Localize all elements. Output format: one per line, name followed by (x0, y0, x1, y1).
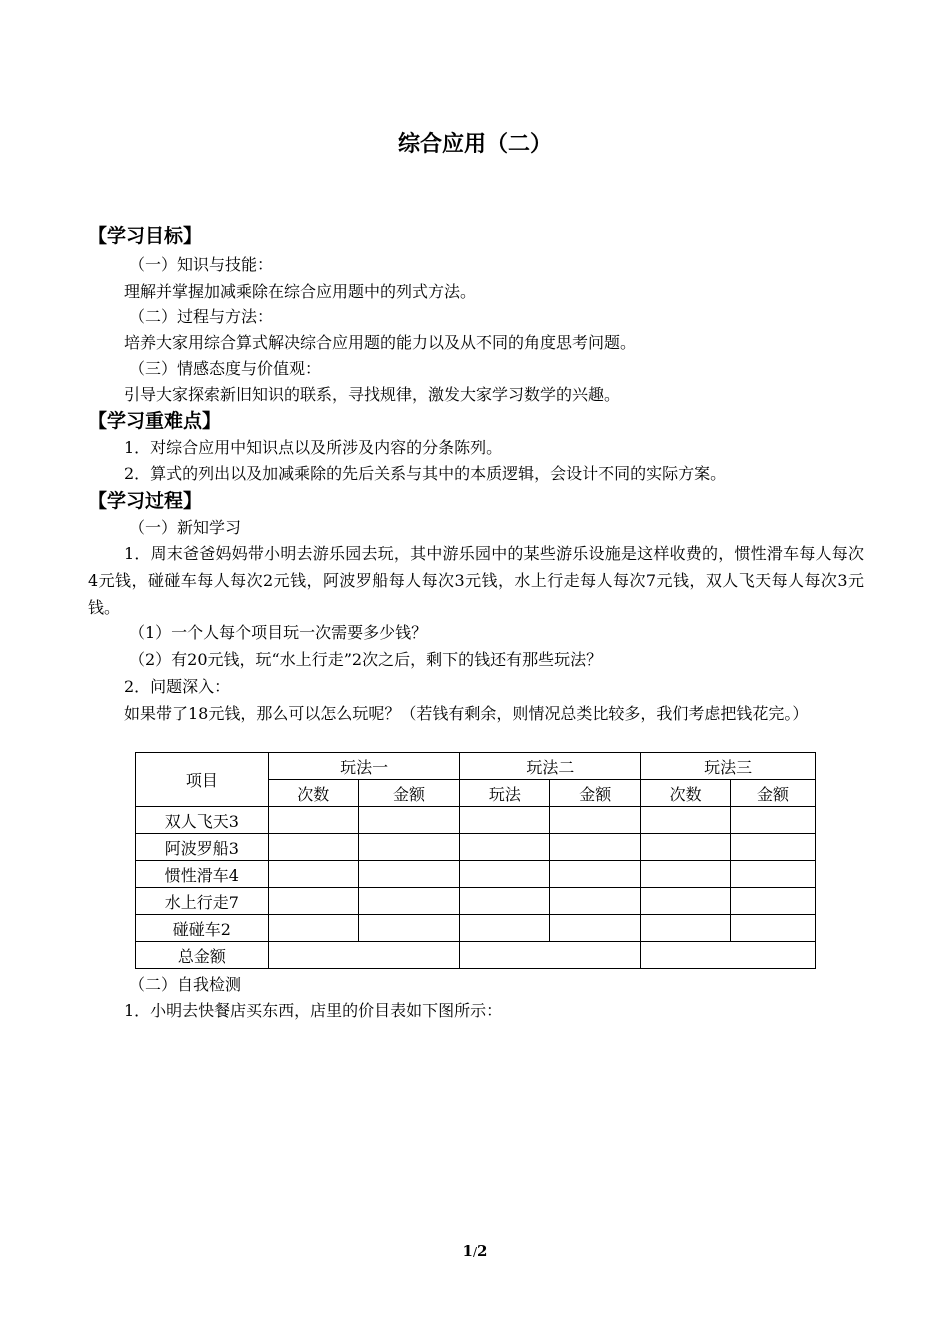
blank-cell[interactable] (358, 861, 460, 888)
row-label: 碰碰车2 (136, 915, 269, 942)
goal-process-text: 培养大家用综合算式解决综合应用题的能力以及从不同的角度思考问题。 (124, 333, 637, 352)
blank-cell[interactable] (460, 807, 550, 834)
blank-cell[interactable] (460, 915, 550, 942)
table-row (136, 888, 816, 915)
goal-knowledge-label: （一）知识与技能： (129, 255, 274, 274)
total-pages: 2 (477, 1242, 488, 1260)
blank-cell[interactable] (460, 888, 550, 915)
question-1: 1．周末爸爸妈妈带小明去游乐园去玩，其中游乐园中的某些游乐设施是这样收费的，惯性滑车每人每次4元钱，碰碰车每人每次2元钱，阿波罗船每人每次3元钱，水上行走每人每次7元钱，双人飞天每人每次3元钱。 (88, 544, 864, 617)
table-row (136, 834, 816, 861)
goal-emotion-text: 引导大家探索新旧知识的联系，寻找规律，激发大家学习数学的兴趣。 (124, 385, 621, 404)
blank-cell[interactable] (358, 807, 460, 834)
total-cell-plan-3[interactable] (641, 942, 816, 969)
question-2-label: 2．问题深入： (124, 677, 231, 696)
heading-process: 【学习过程】 (88, 490, 203, 512)
key-point-2: 2．算式的列出以及加减乘除的先后关系与其中的本质逻辑，会设计不同的实际方案。 (124, 464, 727, 483)
blank-cell[interactable] (641, 807, 731, 834)
heading-goals: 【学习目标】 (88, 225, 203, 247)
blank-cell[interactable] (641, 861, 731, 888)
question-2: 如果带了18元钱，那么可以怎么玩呢？（若钱有剩余，则情况总类比较多，我们考虑把钱花完。） (124, 704, 809, 723)
blank-cell[interactable] (460, 834, 550, 861)
blank-cell[interactable] (268, 915, 358, 942)
blank-cell[interactable] (731, 888, 816, 915)
table-row (136, 915, 816, 942)
blank-cell[interactable] (268, 861, 358, 888)
row-label-total: 总金额 (136, 942, 269, 969)
row-label: 双人飞天3 (136, 807, 269, 834)
heading-key-points: 【学习重难点】 (88, 410, 222, 432)
question-1b: （2）有20元钱，玩“水上行走”2次之后，剩下的钱还有那些玩法？ (129, 650, 603, 669)
blank-cell[interactable] (268, 888, 358, 915)
blank-cell[interactable] (550, 888, 641, 915)
table-subheader: 金额 (550, 780, 641, 807)
blank-cell[interactable] (268, 834, 358, 861)
blank-cell[interactable] (358, 888, 460, 915)
total-cell-plan-1[interactable] (268, 942, 460, 969)
new-learning-label: （一）新知学习 (129, 518, 242, 537)
blank-cell[interactable] (550, 915, 641, 942)
blank-cell[interactable] (731, 915, 816, 942)
table-row (136, 861, 816, 888)
self-test-question-1: 1．小明去快餐店买东西，店里的价目表如下图所示： (124, 1001, 503, 1020)
table-header-item: 项目 (136, 753, 269, 807)
total-cell-plan-2[interactable] (460, 942, 641, 969)
goal-emotion-label: （三）情感态度与价值观： (129, 359, 322, 378)
table-header-plan-1: 玩法一 (268, 753, 460, 780)
blank-cell[interactable] (550, 834, 641, 861)
table-subheader: 金额 (731, 780, 816, 807)
table-subheader: 金额 (358, 780, 460, 807)
plan-table (135, 752, 816, 969)
blank-cell[interactable] (268, 807, 358, 834)
page-title: 综合应用（二） (397, 132, 552, 157)
blank-cell[interactable] (641, 834, 731, 861)
page-separator: / (472, 1245, 478, 1259)
blank-cell[interactable] (460, 861, 550, 888)
current-page: 1 (462, 1242, 473, 1260)
table-row (136, 807, 816, 834)
blank-cell[interactable] (550, 861, 641, 888)
blank-cell[interactable] (641, 915, 731, 942)
row-label: 水上行走7 (136, 888, 269, 915)
blank-cell[interactable] (731, 807, 816, 834)
self-test-label: （二）自我检测 (129, 975, 242, 994)
blank-cell[interactable] (731, 834, 816, 861)
page-number (0, 1242, 950, 1260)
table-header-plan-2: 玩法二 (460, 753, 641, 780)
blank-cell[interactable] (550, 807, 641, 834)
table-subheader: 玩法 (460, 780, 550, 807)
goal-knowledge-text: 理解并掌握加减乘除在综合应用题中的列式方法。 (124, 282, 477, 301)
row-label: 阿波罗船3 (136, 834, 269, 861)
table-subheader: 次数 (641, 780, 731, 807)
key-point-1: 1．对综合应用中知识点以及所涉及内容的分条陈列。 (124, 438, 503, 457)
table-row-total (136, 942, 816, 969)
blank-cell[interactable] (358, 834, 460, 861)
row-label: 惯性滑车4 (136, 861, 269, 888)
goal-process-label: （二）过程与方法： (129, 307, 274, 326)
table-header-plan-3: 玩法三 (641, 753, 816, 780)
question-1a: （1）一个人每个项目玩一次需要多少钱？ (129, 623, 428, 642)
table-subheader: 次数 (268, 780, 358, 807)
blank-cell[interactable] (731, 861, 816, 888)
blank-cell[interactable] (358, 915, 460, 942)
blank-cell[interactable] (641, 888, 731, 915)
